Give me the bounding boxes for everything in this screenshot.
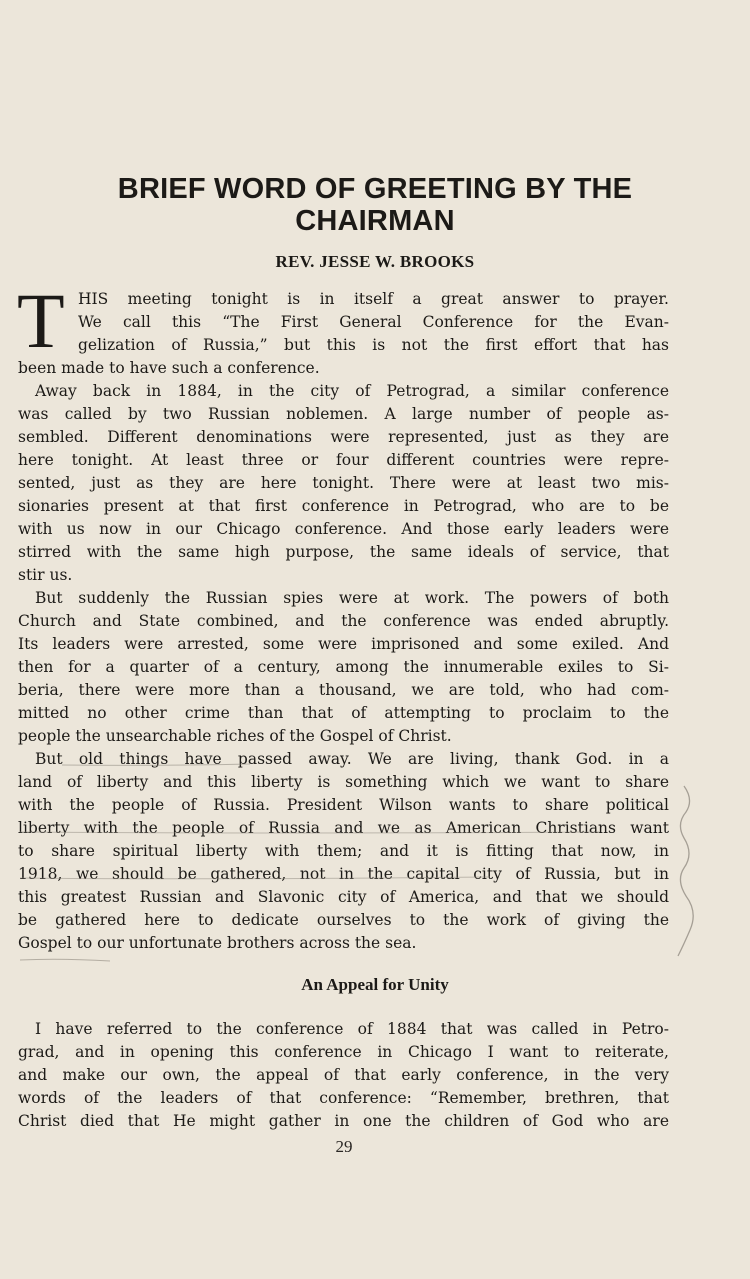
text-line: be gathered here to dedicate ourselves to the work of giving the xyxy=(18,911,669,929)
text-line: But old things have passed away. We are living, thank God. in a xyxy=(35,750,669,768)
text-line: stirred with the same high purpose, the same ideals of service, that xyxy=(18,543,669,561)
text-line: Christ died that He might gather in one the children of God who are xyxy=(18,1112,669,1130)
text-line: then for a quarter of a century, among the innumerable exiles to Si- xyxy=(18,658,669,676)
text-line: We call this “The First General Conference for the Evan- xyxy=(78,313,669,331)
text-line: land of liberty and this liberty is something which we want to share xyxy=(18,773,669,791)
text-line: here tonight. At least three or four different countries were repre- xyxy=(18,451,669,469)
text-line: liberty with the people of Russia and we as American Christians want xyxy=(18,819,669,837)
margin-bracket-mark xyxy=(678,786,693,956)
text-line: with the people of Russia. President Wilson wants to share political xyxy=(18,796,669,814)
text-line: with us now in our Chicago conference. And those early leaders were xyxy=(18,520,669,538)
article-title-line-1: BRIEF WORD OF GREETING BY THE xyxy=(117,173,633,205)
text-line: But suddenly the Russian spies were at work. The powers of both xyxy=(35,589,669,607)
text-line: I have referred to the conference of 1884 that was called in Petro- xyxy=(35,1020,669,1038)
text-line: 1918, we should be gathered, not in the capital city of Russia, but in xyxy=(18,865,669,883)
text-line: Gospel to our unfortunate brothers across the sea. xyxy=(18,934,417,952)
text-line: HIS meeting tonight is in itself a great answer to prayer. xyxy=(78,290,669,308)
text-line: Away back in 1884, in the city of Petrograd, a similar conference xyxy=(35,382,669,400)
text-line: sembled. Different denominations were represented, just as they are xyxy=(18,428,669,446)
text-line: words of the leaders of that conference: “Remember, brethren, that xyxy=(18,1089,669,1107)
text-line: gelization of Russia,” but this is not the first effort that has xyxy=(78,336,669,354)
drop-cap: T xyxy=(17,277,65,364)
text-line: Its leaders were arrested, some were imprisoned and some exiled. And xyxy=(18,635,669,653)
text-line: people the unsearchable riches of the Gospel of Christ. xyxy=(18,727,452,745)
text-line: sionaries present at that first conference in Petrograd, who are to be xyxy=(18,497,669,515)
text-line: beria, there were more than a thousand, we are told, who had com- xyxy=(18,681,669,699)
underline-mark xyxy=(20,959,110,961)
text-line: sented, just as they are here tonight. There were at least two mis- xyxy=(18,474,669,492)
text-line: mitted no other crime than that of attempting to proclaim to the xyxy=(18,704,669,722)
text-line: this greatest Russian and Slavonic city of America, and that we should xyxy=(18,888,669,906)
text-line: to share spiritual liberty with them; and it is fitting that now, in xyxy=(18,842,669,860)
text-line: grad, and in opening this conference in Chicago I want to reiterate, xyxy=(18,1043,669,1061)
text-line: stir us. xyxy=(18,566,73,584)
text-line: Church and State combined, and the conference was ended abruptly. xyxy=(18,612,669,630)
article-author: REV. JESSE W. BROOKS xyxy=(275,252,475,271)
section-heading: An Appeal for Unity xyxy=(301,975,449,994)
text-line: been made to have such a conference. xyxy=(18,359,320,377)
text-line: and make our own, the appeal of that early conference, in the very xyxy=(18,1066,669,1084)
text-line: was called by two Russian noblemen. A large number of people as- xyxy=(18,405,669,423)
article-title-line-2: CHAIRMAN xyxy=(295,205,455,237)
page-number: 29 xyxy=(335,1137,353,1156)
